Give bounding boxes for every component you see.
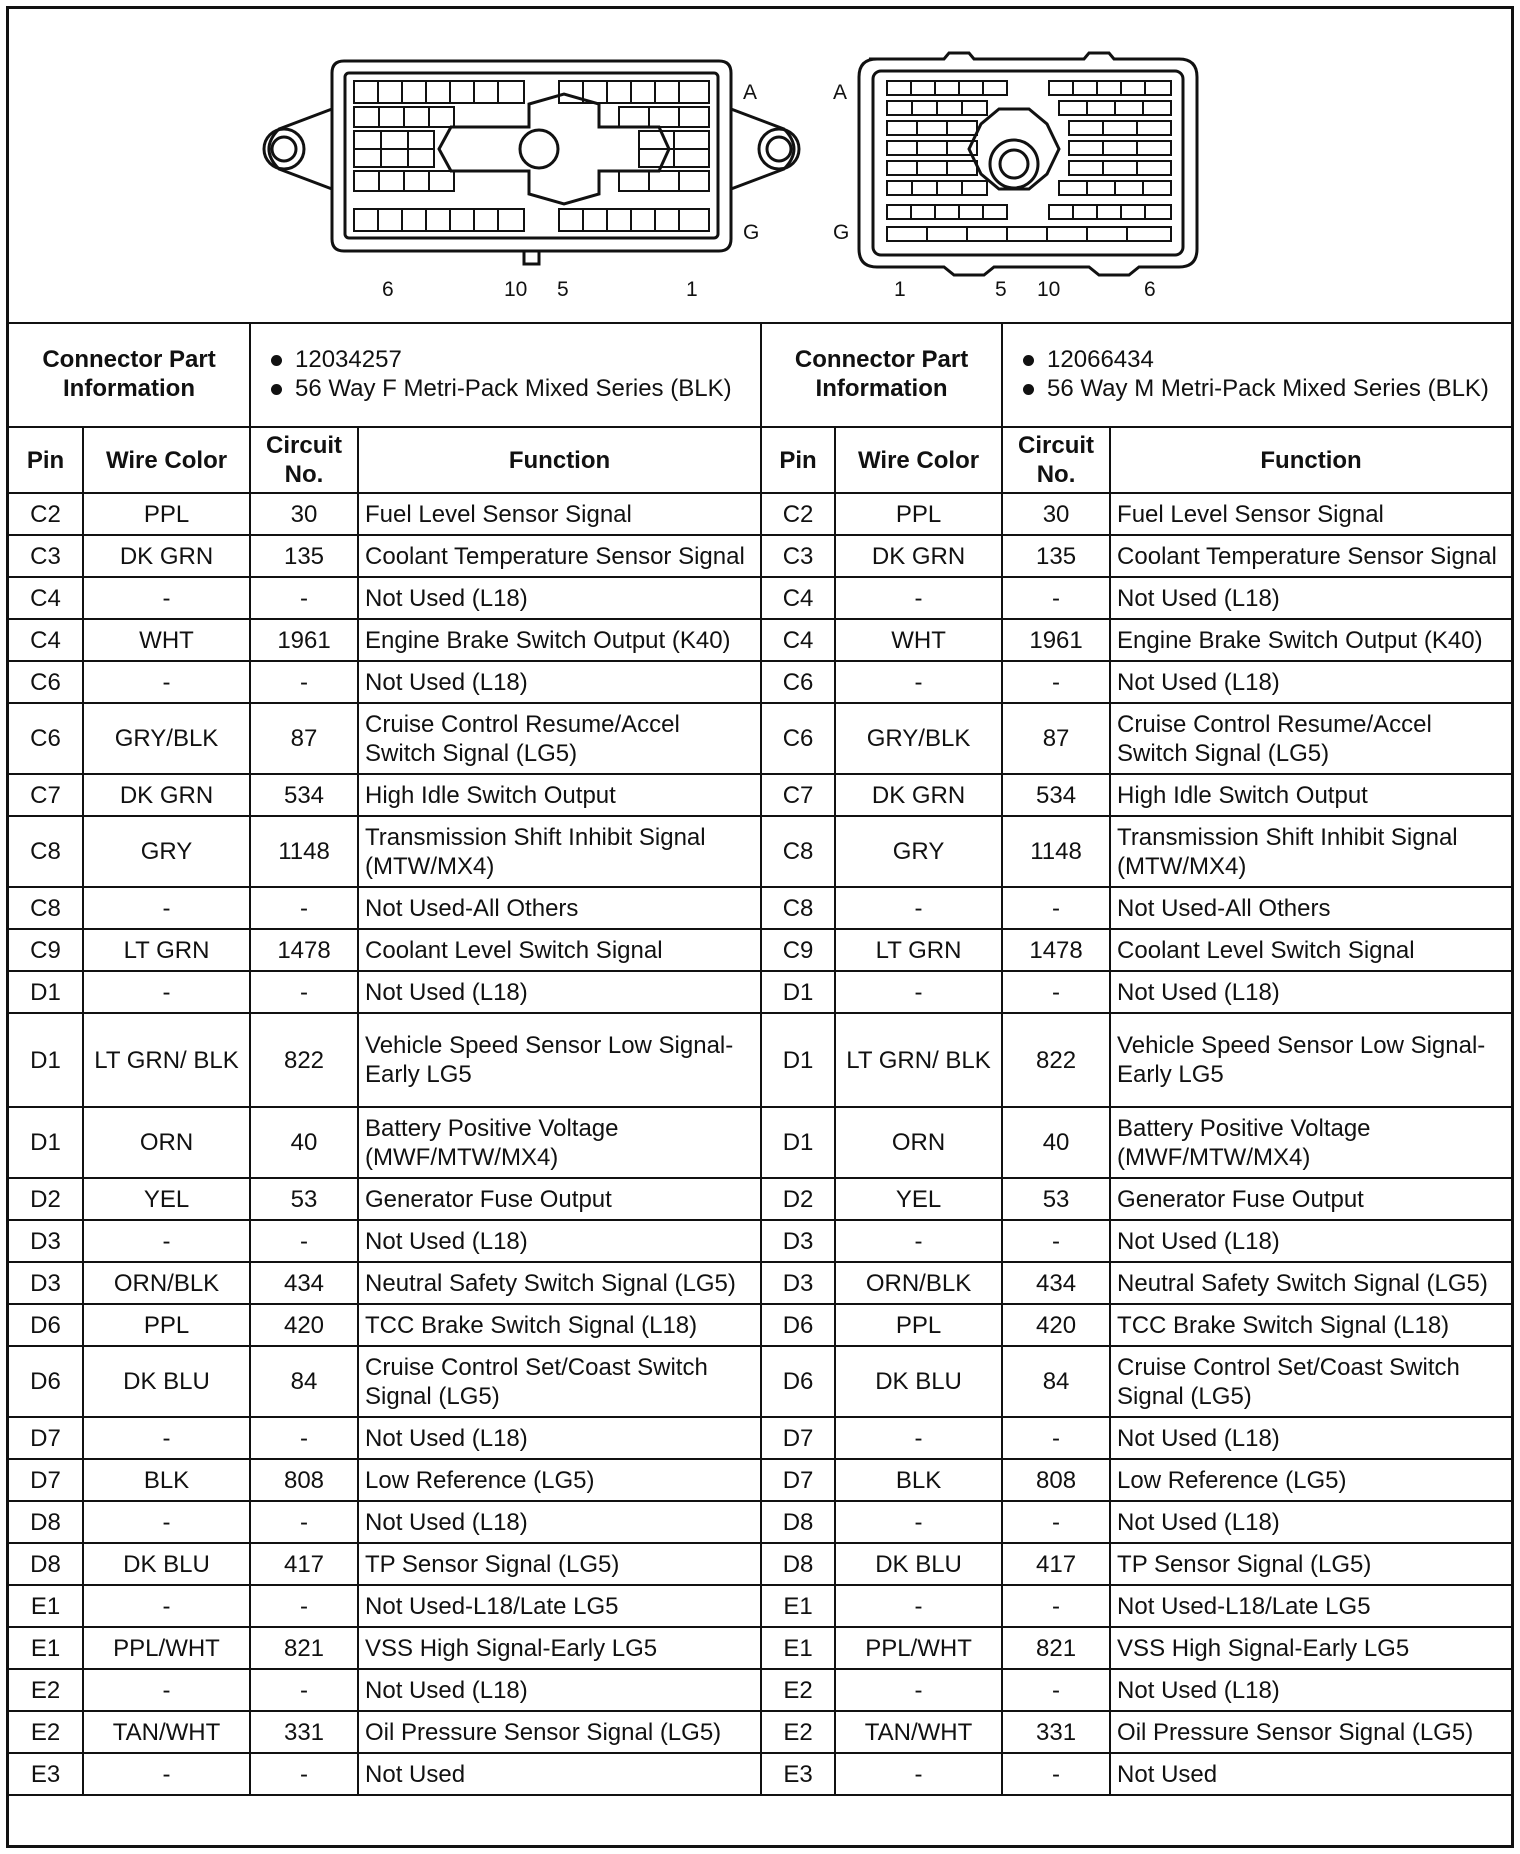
right-wire-color-cell: PPL xyxy=(835,1304,1002,1346)
left-wire-color-cell: LT GRN/ BLK xyxy=(83,1013,250,1107)
table-row xyxy=(9,1753,1511,1795)
connector-diagram-panel xyxy=(9,9,1511,324)
left-wire-color-cell: - xyxy=(83,1220,250,1262)
right-wire-color-cell: - xyxy=(835,1220,1002,1262)
right-wire-color-cell: TAN/WHT xyxy=(835,1711,1002,1753)
right-circuit-cell: 808 xyxy=(1002,1459,1110,1501)
right-pin-cell: D7 xyxy=(761,1417,835,1459)
right-part-number: 12066434 xyxy=(1009,345,1505,374)
right-pin-cell: C9 xyxy=(761,929,835,971)
left-pin-cell: C6 xyxy=(9,703,83,774)
left-function-cell: Not Used-All Others xyxy=(358,887,761,929)
left-function-cell: Fuel Level Sensor Signal xyxy=(358,493,761,535)
right-circuit-cell: 30 xyxy=(1002,493,1110,535)
left-pin-cell: D2 xyxy=(9,1178,83,1220)
left-pin-cell: D3 xyxy=(9,1220,83,1262)
right-wire-color-cell: DK GRN xyxy=(835,535,1002,577)
pinout-table xyxy=(9,322,1511,1796)
left-function-cell: Not Used xyxy=(358,1753,761,1795)
table-row xyxy=(9,1262,1511,1304)
left-circuit-cell: - xyxy=(250,971,358,1013)
left-pin-cell: C9 xyxy=(9,929,83,971)
left-pin-cell: C2 xyxy=(9,493,83,535)
right-pin-cell: D7 xyxy=(761,1459,835,1501)
left-pin-cell: D3 xyxy=(9,1262,83,1304)
right-function-cell: Battery Positive Voltage (MWF/MTW/MX4) xyxy=(1110,1107,1511,1178)
right-function-cell: Not Used (L18) xyxy=(1110,1501,1511,1543)
right-circuit-cell: 1478 xyxy=(1002,929,1110,971)
left-header-circuit: Circuit No. xyxy=(250,427,358,493)
left-function-cell: Not Used-L18/Late LG5 xyxy=(358,1585,761,1627)
left-pin-cell: E1 xyxy=(9,1585,83,1627)
left-function-cell: Battery Positive Voltage (MWF/MTW/MX4) xyxy=(358,1107,761,1178)
table-row xyxy=(9,1501,1511,1543)
right-function-cell: TP Sensor Signal (LG5) xyxy=(1110,1543,1511,1585)
left-circuit-cell: - xyxy=(250,1669,358,1711)
table-row xyxy=(9,929,1511,971)
right-wire-color-cell: BLK xyxy=(835,1459,1002,1501)
right-wire-color-cell: - xyxy=(835,1585,1002,1627)
right-wire-color-cell: LT GRN xyxy=(835,929,1002,971)
right-circuit-cell: - xyxy=(1002,1669,1110,1711)
left-function-cell: VSS High Signal-Early LG5 xyxy=(358,1627,761,1669)
right-pin-cell: E3 xyxy=(761,1753,835,1795)
right-header-circuit: Circuit No. xyxy=(1002,427,1110,493)
right-function-cell: Generator Fuse Output xyxy=(1110,1178,1511,1220)
right-circuit-cell: 135 xyxy=(1002,535,1110,577)
part-info-row xyxy=(9,322,1511,427)
right-function-cell: Transmission Shift Inhibit Signal (MTW/MX4) xyxy=(1110,816,1511,887)
left-pin-cell: D1 xyxy=(9,1107,83,1178)
female-col-label-1: 1 xyxy=(686,278,698,301)
right-function-cell: Vehicle Speed Sensor Low Signal-Early LG5 xyxy=(1110,1013,1511,1107)
column-header-row xyxy=(9,427,1511,493)
left-circuit-cell: - xyxy=(250,887,358,929)
right-pin-cell: C8 xyxy=(761,887,835,929)
left-function-cell: Low Reference (LG5) xyxy=(358,1459,761,1501)
right-circuit-cell: - xyxy=(1002,1753,1110,1795)
right-circuit-cell: 53 xyxy=(1002,1178,1110,1220)
male-col-label-1: 1 xyxy=(894,278,906,301)
right-pin-cell: C8 xyxy=(761,816,835,887)
right-wire-color-cell: GRY/BLK xyxy=(835,703,1002,774)
left-circuit-cell: 417 xyxy=(250,1543,358,1585)
right-pin-cell: E2 xyxy=(761,1711,835,1753)
left-wire-color-cell: - xyxy=(83,1417,250,1459)
right-function-cell: VSS High Signal-Early LG5 xyxy=(1110,1627,1511,1669)
right-pin-cell: C3 xyxy=(761,535,835,577)
right-circuit-cell: - xyxy=(1002,1501,1110,1543)
connector-end-view-sheet xyxy=(6,6,1514,1848)
left-pin-cell: C4 xyxy=(9,577,83,619)
right-pin-cell: C4 xyxy=(761,577,835,619)
left-wire-color-cell: WHT xyxy=(83,619,250,661)
left-function-cell: Not Used (L18) xyxy=(358,1501,761,1543)
right-part-info-label: Connector Part Information xyxy=(761,322,1002,427)
female-col-label-5: 5 xyxy=(557,278,569,301)
table-row xyxy=(9,493,1511,535)
left-wire-color-cell: DK BLU xyxy=(83,1346,250,1417)
left-circuit-cell: - xyxy=(250,1501,358,1543)
right-pin-cell: D1 xyxy=(761,971,835,1013)
table-row xyxy=(9,1669,1511,1711)
right-circuit-cell: - xyxy=(1002,971,1110,1013)
left-circuit-cell: - xyxy=(250,1753,358,1795)
left-wire-color-cell: ORN xyxy=(83,1107,250,1178)
left-circuit-cell: - xyxy=(250,1417,358,1459)
right-function-cell: Low Reference (LG5) xyxy=(1110,1459,1511,1501)
left-wire-color-cell: DK BLU xyxy=(83,1543,250,1585)
right-circuit-cell: 420 xyxy=(1002,1304,1110,1346)
right-wire-color-cell: - xyxy=(835,1501,1002,1543)
right-wire-color-cell: PPL xyxy=(835,493,1002,535)
male-col-label-10: 10 xyxy=(1037,278,1061,301)
male-row-a-label: A xyxy=(833,81,848,104)
table-row xyxy=(9,1459,1511,1501)
right-function-cell: Coolant Temperature Sensor Signal xyxy=(1110,535,1511,577)
left-circuit-cell: 420 xyxy=(250,1304,358,1346)
right-circuit-cell: 84 xyxy=(1002,1346,1110,1417)
table-row xyxy=(9,971,1511,1013)
left-circuit-cell: 331 xyxy=(250,1711,358,1753)
right-circuit-cell: 434 xyxy=(1002,1262,1110,1304)
left-pin-cell: E1 xyxy=(9,1627,83,1669)
left-function-cell: High Idle Switch Output xyxy=(358,774,761,816)
left-wire-color-cell: - xyxy=(83,577,250,619)
right-wire-color-cell: WHT xyxy=(835,619,1002,661)
left-function-cell: Not Used (L18) xyxy=(358,1220,761,1262)
table-row xyxy=(9,661,1511,703)
table-row xyxy=(9,703,1511,774)
right-circuit-cell: - xyxy=(1002,887,1110,929)
female-col-label-10: 10 xyxy=(504,278,528,301)
right-wire-color-cell: ORN/BLK xyxy=(835,1262,1002,1304)
right-function-cell: Not Used (L18) xyxy=(1110,971,1511,1013)
right-circuit-cell: 534 xyxy=(1002,774,1110,816)
right-pin-cell: D8 xyxy=(761,1501,835,1543)
left-circuit-cell: 1478 xyxy=(250,929,358,971)
right-wire-color-cell: - xyxy=(835,1417,1002,1459)
left-pin-cell: D1 xyxy=(9,971,83,1013)
left-function-cell: TP Sensor Signal (LG5) xyxy=(358,1543,761,1585)
left-wire-color-cell: DK GRN xyxy=(83,774,250,816)
left-circuit-cell: 434 xyxy=(250,1262,358,1304)
right-circuit-cell: 821 xyxy=(1002,1627,1110,1669)
table-row xyxy=(9,1346,1511,1417)
right-wire-color-cell: DK BLU xyxy=(835,1543,1002,1585)
right-wire-color-cell: - xyxy=(835,577,1002,619)
left-function-cell: Not Used (L18) xyxy=(358,1417,761,1459)
right-circuit-cell: - xyxy=(1002,1585,1110,1627)
left-part-info xyxy=(250,322,761,427)
right-function-cell: Neutral Safety Switch Signal (LG5) xyxy=(1110,1262,1511,1304)
right-wire-color-cell: - xyxy=(835,661,1002,703)
table-row xyxy=(9,535,1511,577)
right-pin-cell: D1 xyxy=(761,1013,835,1107)
left-circuit-cell: 534 xyxy=(250,774,358,816)
left-header-function: Function xyxy=(358,427,761,493)
left-wire-color-cell: PPL xyxy=(83,1304,250,1346)
female-row-g-label: G xyxy=(743,221,760,244)
right-circuit-cell: - xyxy=(1002,1220,1110,1262)
right-function-cell: Not Used (L18) xyxy=(1110,577,1511,619)
left-pin-cell: C4 xyxy=(9,619,83,661)
right-pin-cell: D3 xyxy=(761,1262,835,1304)
left-circuit-cell: 30 xyxy=(250,493,358,535)
left-pin-cell: E2 xyxy=(9,1669,83,1711)
left-function-cell: Generator Fuse Output xyxy=(358,1178,761,1220)
left-circuit-cell: - xyxy=(250,661,358,703)
right-function-cell: High Idle Switch Output xyxy=(1110,774,1511,816)
left-function-cell: Coolant Level Switch Signal xyxy=(358,929,761,971)
right-wire-color-cell: PPL/WHT xyxy=(835,1627,1002,1669)
right-wire-color-cell: - xyxy=(835,1753,1002,1795)
left-pin-cell: E3 xyxy=(9,1753,83,1795)
right-function-cell: Not Used (L18) xyxy=(1110,661,1511,703)
right-wire-color-cell: YEL xyxy=(835,1178,1002,1220)
right-pin-cell: C4 xyxy=(761,619,835,661)
left-pin-cell: C6 xyxy=(9,661,83,703)
left-circuit-cell: 822 xyxy=(250,1013,358,1107)
left-circuit-cell: 1148 xyxy=(250,816,358,887)
left-header-wire-color: Wire Color xyxy=(83,427,250,493)
left-function-cell: Not Used (L18) xyxy=(358,661,761,703)
right-wire-color-cell: - xyxy=(835,887,1002,929)
left-circuit-cell: - xyxy=(250,577,358,619)
left-pin-cell: D8 xyxy=(9,1543,83,1585)
left-function-cell: Vehicle Speed Sensor Low Signal-Early LG5 xyxy=(358,1013,761,1107)
left-wire-color-cell: - xyxy=(83,1585,250,1627)
left-wire-color-cell: YEL xyxy=(83,1178,250,1220)
left-wire-color-cell: ORN/BLK xyxy=(83,1262,250,1304)
left-wire-color-cell: - xyxy=(83,661,250,703)
left-circuit-cell: 821 xyxy=(250,1627,358,1669)
left-wire-color-cell: PPL/WHT xyxy=(83,1627,250,1669)
left-circuit-cell: 40 xyxy=(250,1107,358,1178)
right-function-cell: Fuel Level Sensor Signal xyxy=(1110,493,1511,535)
left-pin-cell: C3 xyxy=(9,535,83,577)
right-function-cell: Oil Pressure Sensor Signal (LG5) xyxy=(1110,1711,1511,1753)
table-row xyxy=(9,1627,1511,1669)
right-function-cell: Not Used (L18) xyxy=(1110,1669,1511,1711)
left-function-cell: Oil Pressure Sensor Signal (LG5) xyxy=(358,1711,761,1753)
right-pin-cell: E2 xyxy=(761,1669,835,1711)
table-row xyxy=(9,1304,1511,1346)
right-circuit-cell: 822 xyxy=(1002,1013,1110,1107)
right-function-cell: Engine Brake Switch Output (K40) xyxy=(1110,619,1511,661)
table-row xyxy=(9,1220,1511,1262)
right-circuit-cell: 87 xyxy=(1002,703,1110,774)
left-wire-color-cell: - xyxy=(83,1753,250,1795)
female-row-a-label: A xyxy=(743,81,758,104)
left-function-cell: Not Used (L18) xyxy=(358,1669,761,1711)
female-col-label-6: 6 xyxy=(382,278,394,301)
left-pin-cell: C8 xyxy=(9,887,83,929)
left-wire-color-cell: - xyxy=(83,1501,250,1543)
table-row xyxy=(9,1107,1511,1178)
left-wire-color-cell: BLK xyxy=(83,1459,250,1501)
left-function-cell: Transmission Shift Inhibit Signal (MTW/MX4) xyxy=(358,816,761,887)
left-function-cell: Coolant Temperature Sensor Signal xyxy=(358,535,761,577)
left-circuit-cell: 87 xyxy=(250,703,358,774)
left-part-number: 12034257 xyxy=(257,345,754,374)
left-part-description: 56 Way F Metri-Pack Mixed Series (BLK) xyxy=(257,374,754,403)
male-col-label-6: 6 xyxy=(1144,278,1156,301)
left-pin-cell: C7 xyxy=(9,774,83,816)
left-circuit-cell: - xyxy=(250,1220,358,1262)
table-row xyxy=(9,577,1511,619)
left-pin-cell: D6 xyxy=(9,1346,83,1417)
left-wire-color-cell: GRY xyxy=(83,816,250,887)
right-pin-cell: D6 xyxy=(761,1346,835,1417)
right-wire-color-cell: - xyxy=(835,971,1002,1013)
table-row xyxy=(9,619,1511,661)
table-row xyxy=(9,887,1511,929)
table-row xyxy=(9,1178,1511,1220)
right-pin-cell: E1 xyxy=(761,1585,835,1627)
table-row xyxy=(9,816,1511,887)
right-circuit-cell: 1148 xyxy=(1002,816,1110,887)
right-circuit-cell: 331 xyxy=(1002,1711,1110,1753)
left-circuit-cell: 135 xyxy=(250,535,358,577)
right-circuit-cell: 417 xyxy=(1002,1543,1110,1585)
table-row xyxy=(9,774,1511,816)
left-circuit-cell: - xyxy=(250,1585,358,1627)
right-header-wire-color: Wire Color xyxy=(835,427,1002,493)
table-row xyxy=(9,1585,1511,1627)
right-pin-cell: D1 xyxy=(761,1107,835,1178)
right-circuit-cell: - xyxy=(1002,577,1110,619)
left-wire-color-cell: TAN/WHT xyxy=(83,1711,250,1753)
table-row xyxy=(9,1543,1511,1585)
male-row-g-label: G xyxy=(833,221,850,244)
left-pin-cell: E2 xyxy=(9,1711,83,1753)
left-pin-cell: D7 xyxy=(9,1459,83,1501)
left-function-cell: Not Used (L18) xyxy=(358,577,761,619)
left-pin-cell: D6 xyxy=(9,1304,83,1346)
right-part-description: 56 Way M Metri-Pack Mixed Series (BLK) xyxy=(1009,374,1505,403)
table-row xyxy=(9,1417,1511,1459)
left-pin-cell: C8 xyxy=(9,816,83,887)
right-circuit-cell: - xyxy=(1002,661,1110,703)
left-function-cell: Cruise Control Resume/Accel Switch Signal (LG5) xyxy=(358,703,761,774)
male-col-label-5: 5 xyxy=(995,278,1007,301)
right-function-cell: Coolant Level Switch Signal xyxy=(1110,929,1511,971)
connector-face-drawings xyxy=(9,9,1511,322)
left-function-cell: Cruise Control Set/Coast Switch Signal (LG5) xyxy=(358,1346,761,1417)
table-row xyxy=(9,1013,1511,1107)
right-function-cell: Not Used xyxy=(1110,1753,1511,1795)
right-wire-color-cell: GRY xyxy=(835,816,1002,887)
female-connector-drawing xyxy=(264,61,799,264)
right-pin-cell: C7 xyxy=(761,774,835,816)
right-circuit-cell: 1961 xyxy=(1002,619,1110,661)
left-wire-color-cell: DK GRN xyxy=(83,535,250,577)
right-pin-cell: C6 xyxy=(761,661,835,703)
right-pin-cell: D3 xyxy=(761,1220,835,1262)
right-circuit-cell: 40 xyxy=(1002,1107,1110,1178)
right-function-cell: Not Used (L18) xyxy=(1110,1417,1511,1459)
right-pin-cell: D8 xyxy=(761,1543,835,1585)
left-circuit-cell: 808 xyxy=(250,1459,358,1501)
left-wire-color-cell: - xyxy=(83,971,250,1013)
right-wire-color-cell: DK BLU xyxy=(835,1346,1002,1417)
left-circuit-cell: 1961 xyxy=(250,619,358,661)
left-pin-cell: D8 xyxy=(9,1501,83,1543)
left-function-cell: Engine Brake Switch Output (K40) xyxy=(358,619,761,661)
right-function-cell: TCC Brake Switch Signal (L18) xyxy=(1110,1304,1511,1346)
left-function-cell: TCC Brake Switch Signal (L18) xyxy=(358,1304,761,1346)
right-pin-cell: E1 xyxy=(761,1627,835,1669)
right-circuit-cell: - xyxy=(1002,1417,1110,1459)
left-header-pin: Pin xyxy=(9,427,83,493)
right-pin-cell: C2 xyxy=(761,493,835,535)
right-function-cell: Not Used (L18) xyxy=(1110,1220,1511,1262)
right-function-cell: Not Used-L18/Late LG5 xyxy=(1110,1585,1511,1627)
right-pin-cell: D6 xyxy=(761,1304,835,1346)
left-wire-color-cell: LT GRN xyxy=(83,929,250,971)
right-function-cell: Not Used-All Others xyxy=(1110,887,1511,929)
left-wire-color-cell: GRY/BLK xyxy=(83,703,250,774)
table-row xyxy=(9,1711,1511,1753)
left-circuit-cell: 53 xyxy=(250,1178,358,1220)
right-pin-cell: D2 xyxy=(761,1178,835,1220)
right-wire-color-cell: - xyxy=(835,1669,1002,1711)
left-wire-color-cell: PPL xyxy=(83,493,250,535)
left-pin-cell: D1 xyxy=(9,1013,83,1107)
left-wire-color-cell: - xyxy=(83,1669,250,1711)
right-header-pin: Pin xyxy=(761,427,835,493)
left-function-cell: Not Used (L18) xyxy=(358,971,761,1013)
right-wire-color-cell: ORN xyxy=(835,1107,1002,1178)
right-wire-color-cell: LT GRN/ BLK xyxy=(835,1013,1002,1107)
left-pin-cell: D7 xyxy=(9,1417,83,1459)
right-function-cell: Cruise Control Set/Coast Switch Signal (LG5) xyxy=(1110,1346,1511,1417)
right-wire-color-cell: DK GRN xyxy=(835,774,1002,816)
right-header-function: Function xyxy=(1110,427,1511,493)
right-function-cell: Cruise Control Resume/Accel Switch Signal (LG5) xyxy=(1110,703,1511,774)
left-part-info-label: Connector Part Information xyxy=(9,322,250,427)
right-part-info xyxy=(1002,322,1511,427)
right-pin-cell: C6 xyxy=(761,703,835,774)
left-function-cell: Neutral Safety Switch Signal (LG5) xyxy=(358,1262,761,1304)
left-wire-color-cell: - xyxy=(83,887,250,929)
left-circuit-cell: 84 xyxy=(250,1346,358,1417)
